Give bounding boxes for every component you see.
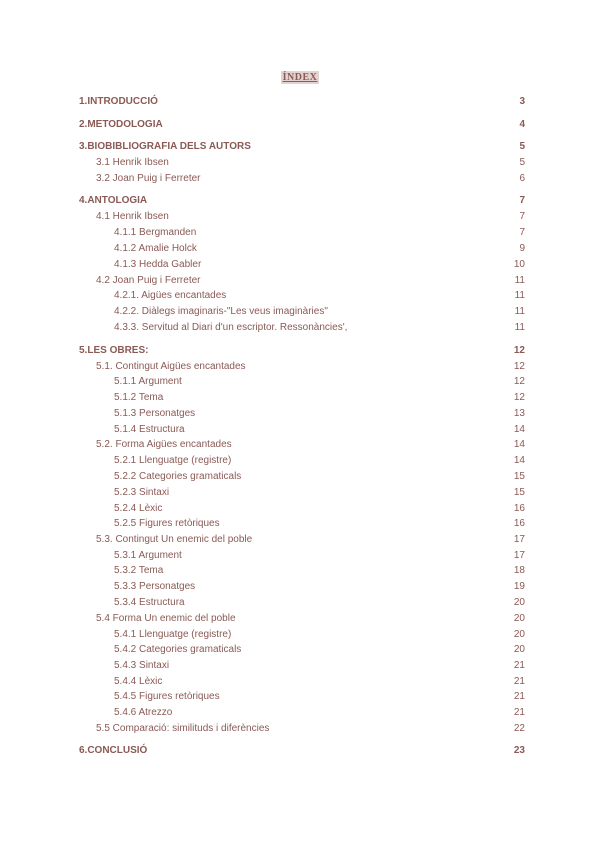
toc-entry[interactable] — [0, 194, 600, 208]
toc-entry-page: 12 — [513, 345, 525, 356]
toc-entry[interactable] — [0, 643, 600, 657]
toc-entry[interactable] — [0, 533, 600, 547]
toc-entry-page: 21 — [513, 691, 525, 702]
toc-entry[interactable] — [0, 289, 600, 303]
toc-entry-label: 5.5 Comparació: similituds i diferències — [96, 723, 270, 734]
toc-entry-label: 4.2.1. Aigües encantades — [114, 290, 227, 301]
toc-entry-label: 5.2.2 Categories gramaticals — [114, 471, 242, 482]
toc-entry-page: 16 — [513, 518, 525, 529]
toc-entry[interactable] — [0, 580, 600, 594]
toc-entry[interactable] — [0, 628, 600, 642]
toc-entry-label: 5.1. Contingut Aigües encantades — [96, 361, 246, 372]
toc-entry-label: 5.4.5 Figures retòriques — [114, 691, 220, 702]
toc-entry[interactable] — [0, 502, 600, 516]
toc-entry[interactable] — [0, 744, 600, 758]
toc-entry-label: 5.2.3 Sintaxi — [114, 487, 170, 498]
toc-entry-label: 5.1.4 Estructura — [114, 424, 185, 435]
toc-entry-page: 19 — [513, 581, 525, 592]
toc-entry-label: 5.3.3 Personatges — [114, 581, 196, 592]
toc-entry[interactable] — [0, 454, 600, 468]
toc-entry[interactable] — [0, 470, 600, 484]
toc-entry[interactable] — [0, 274, 600, 288]
toc-entry-label: 5.4 Forma Un enemic del poble — [96, 613, 236, 624]
toc-entry-label: 5.4.4 Lèxic — [114, 676, 163, 687]
toc-entry-page: 20 — [513, 597, 525, 608]
toc-entry[interactable] — [0, 407, 600, 421]
toc-entry[interactable] — [0, 242, 600, 256]
toc-entry-page: 7 — [519, 211, 525, 222]
toc-entry-label: 2.METODOLOGIA — [79, 119, 163, 130]
toc-entry[interactable] — [0, 140, 600, 154]
toc-entry-page: 6 — [519, 173, 525, 184]
toc-entry-label: 4.ANTOLOGIA — [79, 195, 148, 206]
toc-entry-page: 21 — [513, 707, 525, 718]
toc-entry[interactable] — [0, 517, 600, 531]
toc-entry-page: 14 — [513, 439, 525, 450]
toc-entry[interactable] — [0, 95, 600, 109]
toc-entry[interactable] — [0, 690, 600, 704]
toc-entry-label: 6.CONCLUSIÓ — [79, 745, 148, 756]
toc-entry-page: 17 — [513, 550, 525, 561]
toc-entry[interactable] — [0, 156, 600, 170]
toc-entry-label: 4.2 Joan Puig i Ferreter — [96, 275, 201, 286]
toc-entry-page: 11 — [514, 306, 525, 317]
toc-entry-label: 3.2 Joan Puig i Ferreter — [96, 173, 201, 184]
toc-entry-page: 14 — [513, 424, 525, 435]
toc-entry-label: 4.1 Henrik Ibsen — [96, 211, 169, 222]
toc-entry-page: 4 — [519, 119, 525, 130]
toc-entry-label: 5.3.1 Argument — [114, 550, 182, 561]
toc-entry[interactable] — [0, 722, 600, 736]
toc-entry-page: 22 — [513, 723, 525, 734]
toc-entry[interactable] — [0, 321, 600, 335]
toc-entry[interactable] — [0, 423, 600, 437]
toc-entry-label: 5.4.1 Llenguatge (registre) — [114, 629, 232, 640]
toc-entry-page: 7 — [519, 195, 525, 206]
toc-entry-page: 20 — [513, 629, 525, 640]
toc-entry-page: 12 — [513, 392, 525, 403]
toc-entry-page: 18 — [513, 565, 525, 576]
toc-entry[interactable] — [0, 564, 600, 578]
toc-entry-label: 5.2.5 Figures retòriques — [114, 518, 220, 529]
toc-entry[interactable] — [0, 706, 600, 720]
toc-entry-label: 5.3. Contingut Un enemic del poble — [96, 534, 253, 545]
toc-entry-label: 5.2.4 Lèxic — [114, 503, 163, 514]
toc-entry-label: 4.1.3 Hedda Gabler — [114, 259, 202, 270]
toc-entry[interactable] — [0, 659, 600, 673]
toc-entry-label: 5.1.3 Personatges — [114, 408, 196, 419]
toc-entry-label: 5.4.6 Atrezzo — [114, 707, 173, 718]
toc-entry-page: 21 — [513, 676, 525, 687]
toc-entry-label: 4.1.2 Amalie Holck — [114, 243, 197, 254]
toc-entry[interactable] — [0, 612, 600, 626]
toc-entry[interactable] — [0, 375, 600, 389]
toc-entry-label: 5.2. Forma Aigües encantades — [96, 439, 232, 450]
toc-entry[interactable] — [0, 305, 600, 319]
toc-entry[interactable] — [0, 344, 600, 358]
toc-entry-label: 5.2.1 Llenguatge (registre) — [114, 455, 232, 466]
toc-entry-page: 20 — [513, 613, 525, 624]
toc-entry-page: 11 — [514, 322, 525, 333]
toc-entry-label: 5.4.3 Sintaxi — [114, 660, 170, 671]
toc-entry-label: 5.3.4 Estructura — [114, 597, 185, 608]
toc-entry[interactable] — [0, 549, 600, 563]
toc-entry[interactable] — [0, 360, 600, 374]
toc-entry-page: 12 — [513, 361, 525, 372]
toc-entry-page: 5 — [519, 157, 525, 168]
toc-entry-label: 1.INTRODUCCIÓ — [79, 96, 158, 107]
toc-entry[interactable] — [0, 391, 600, 405]
toc-entry-label: 5.3.2 Tema — [114, 565, 164, 576]
toc-entry-page: 16 — [513, 503, 525, 514]
toc-entry[interactable] — [0, 210, 600, 224]
toc-entry-label: 4.3.3. Servitud al Diari d'un escriptor. Ressonàncies', — [114, 322, 348, 333]
toc-entry[interactable] — [0, 438, 600, 452]
toc-entry-page: 11 — [514, 290, 525, 301]
toc-entry-page: 11 — [514, 275, 525, 286]
toc-entry-page: 13 — [513, 408, 525, 419]
toc-entry-page: 10 — [513, 259, 525, 270]
toc-entry-label: 5.LES OBRES: — [79, 345, 149, 356]
toc-entry[interactable] — [0, 675, 600, 689]
toc-entry[interactable] — [0, 486, 600, 500]
toc-entry-label: 5.1.2 Tema — [114, 392, 164, 403]
toc-entry[interactable] — [0, 118, 600, 132]
toc-entry-page: 9 — [519, 243, 525, 254]
toc-entry-page: 17 — [513, 534, 525, 545]
toc-entry[interactable] — [0, 226, 600, 240]
toc-entry-page: 3 — [519, 96, 525, 107]
toc-entry-label: 5.4.2 Categories gramaticals — [114, 644, 242, 655]
toc-entry-page: 15 — [513, 471, 525, 482]
toc-entry-page: 12 — [513, 376, 525, 387]
toc-entry-label: 4.1.1 Bergmanden — [114, 227, 197, 238]
toc-entry[interactable] — [0, 596, 600, 610]
toc-entry-page: 15 — [513, 487, 525, 498]
toc-entry-label: 4.2.2. Diàlegs imaginaris-"Les veus imaginàries" — [114, 306, 328, 317]
toc-entry-page: 21 — [513, 660, 525, 671]
toc-entry-page: 5 — [519, 141, 525, 152]
toc-entry-label: 3.1 Henrik Ibsen — [96, 157, 169, 168]
toc-entry[interactable] — [0, 172, 600, 186]
toc-entry[interactable] — [0, 258, 600, 272]
toc-entry-page: 7 — [519, 227, 525, 238]
toc-entry-label: 5.1.1 Argument — [114, 376, 182, 387]
toc-entry-page: 20 — [513, 644, 525, 655]
index-title-text: ÍNDEX — [282, 72, 318, 83]
toc-entry-label: 3.BIOBIBLIOGRAFIA DELS AUTORS — [79, 141, 251, 152]
toc-entry-page: 23 — [513, 745, 525, 756]
toc-entry-page: 14 — [513, 455, 525, 466]
